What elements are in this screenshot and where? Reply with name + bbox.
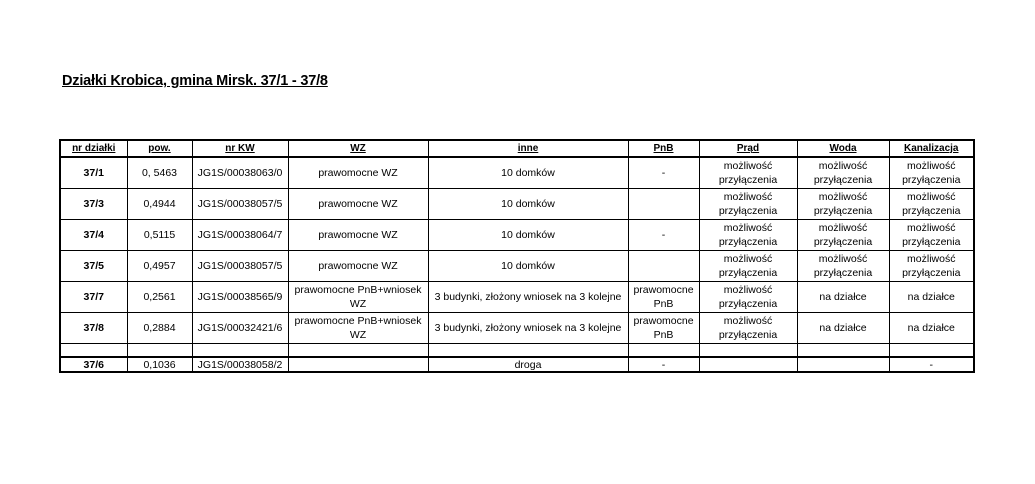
table-cell [628,189,699,220]
plots-table [59,139,975,373]
plot-number-cell: 37/1 [60,157,127,189]
table-cell [428,344,628,358]
table-cell: JG1S/00032421/6 [192,313,288,344]
table-row [60,220,974,251]
table-cell [797,357,889,372]
table-cell [628,251,699,282]
plot-number-cell: 37/4 [60,220,127,251]
table-cell: prawomocne WZ [288,220,428,251]
table-cell: możliwość przyłączenia [889,220,974,251]
table-cell: JG1S/00038565/9 [192,282,288,313]
header-cell: PnB [628,140,699,157]
table-cell: 3 budynki, złożony wniosek na 3 kolejne [428,313,628,344]
table-cell: możliwość przyłączenia [797,251,889,282]
plot-number-cell [60,344,127,358]
table-row [60,189,974,220]
table-cell: na działce [889,313,974,344]
header-cell: pow. [127,140,192,157]
table-cell: możliwość przyłączenia [699,220,797,251]
table-row [60,344,974,358]
table-cell: 10 domków [428,220,628,251]
document-title: Działki Krobica, gmina Mirsk. 37/1 - 37/8 [62,73,328,89]
table-cell: 10 domków [428,251,628,282]
table-cell: 0,1036 [127,357,192,372]
table-row [60,157,974,189]
table-cell: 0,2884 [127,313,192,344]
table-cell: możliwość przyłączenia [699,189,797,220]
table-cell: - [628,220,699,251]
table-cell: droga [428,357,628,372]
header-cell: Prąd [699,140,797,157]
table-cell [889,344,974,358]
table-cell: prawomocne PnB [628,313,699,344]
table-cell: możliwość przyłączenia [699,313,797,344]
table-cell [699,344,797,358]
table-cell: prawomocne PnB+wniosek WZ [288,313,428,344]
table-cell: możliwość przyłączenia [889,251,974,282]
table-cell: możliwość przyłączenia [889,157,974,189]
table-row [60,282,974,313]
table-cell: prawomocne PnB+wniosek WZ [288,282,428,313]
table-row [60,251,974,282]
table-cell: 0,5115 [127,220,192,251]
table-cell [288,344,428,358]
table-cell: 0, 5463 [127,157,192,189]
header-cell: nr działki [60,140,127,157]
header-cell: Woda [797,140,889,157]
table-cell: możliwość przyłączenia [797,220,889,251]
table-cell: 3 budynki, złożony wniosek na 3 kolejne [428,282,628,313]
table-cell: na działce [889,282,974,313]
header-cell: inne [428,140,628,157]
table-cell: JG1S/00038057/5 [192,251,288,282]
table-cell [288,357,428,372]
table-cell: 0,4944 [127,189,192,220]
table-cell: możliwość przyłączenia [889,189,974,220]
table-cell: - [889,357,974,372]
table-cell: możliwość przyłączenia [797,157,889,189]
header-cell: WZ [288,140,428,157]
table-cell: JG1S/00038057/5 [192,189,288,220]
table-cell: na działce [797,313,889,344]
table-cell: 0,4957 [127,251,192,282]
table-cell: JG1S/00038058/2 [192,357,288,372]
table-cell: prawomocne WZ [288,157,428,189]
table-cell: 10 domków [428,189,628,220]
table-cell: JG1S/00038064/7 [192,220,288,251]
table-cell: prawomocne WZ [288,251,428,282]
plot-number-cell: 37/3 [60,189,127,220]
table-cell: 0,2561 [127,282,192,313]
table-cell: prawomocne WZ [288,189,428,220]
table-cell: możliwość przyłączenia [699,282,797,313]
table-cell: na działce [797,282,889,313]
plot-number-cell: 37/6 [60,357,127,372]
header-cell: nr KW [192,140,288,157]
table-header-row [60,140,974,157]
table-cell [192,344,288,358]
plot-number-cell: 37/7 [60,282,127,313]
plot-number-cell: 37/8 [60,313,127,344]
table-cell [797,344,889,358]
table-cell: możliwość przyłączenia [699,251,797,282]
table-cell: prawomocne PnB [628,282,699,313]
table-cell: - [628,157,699,189]
table-cell: możliwość przyłączenia [699,157,797,189]
table-cell: JG1S/00038063/0 [192,157,288,189]
table-cell: 10 domków [428,157,628,189]
table-cell [127,344,192,358]
header-cell: Kanalizacja [889,140,974,157]
table-row [60,313,974,344]
table-cell: możliwość przyłączenia [797,189,889,220]
table-cell [628,344,699,358]
table-cell: - [628,357,699,372]
table-cell [699,357,797,372]
table-row [60,357,974,372]
plot-number-cell: 37/5 [60,251,127,282]
